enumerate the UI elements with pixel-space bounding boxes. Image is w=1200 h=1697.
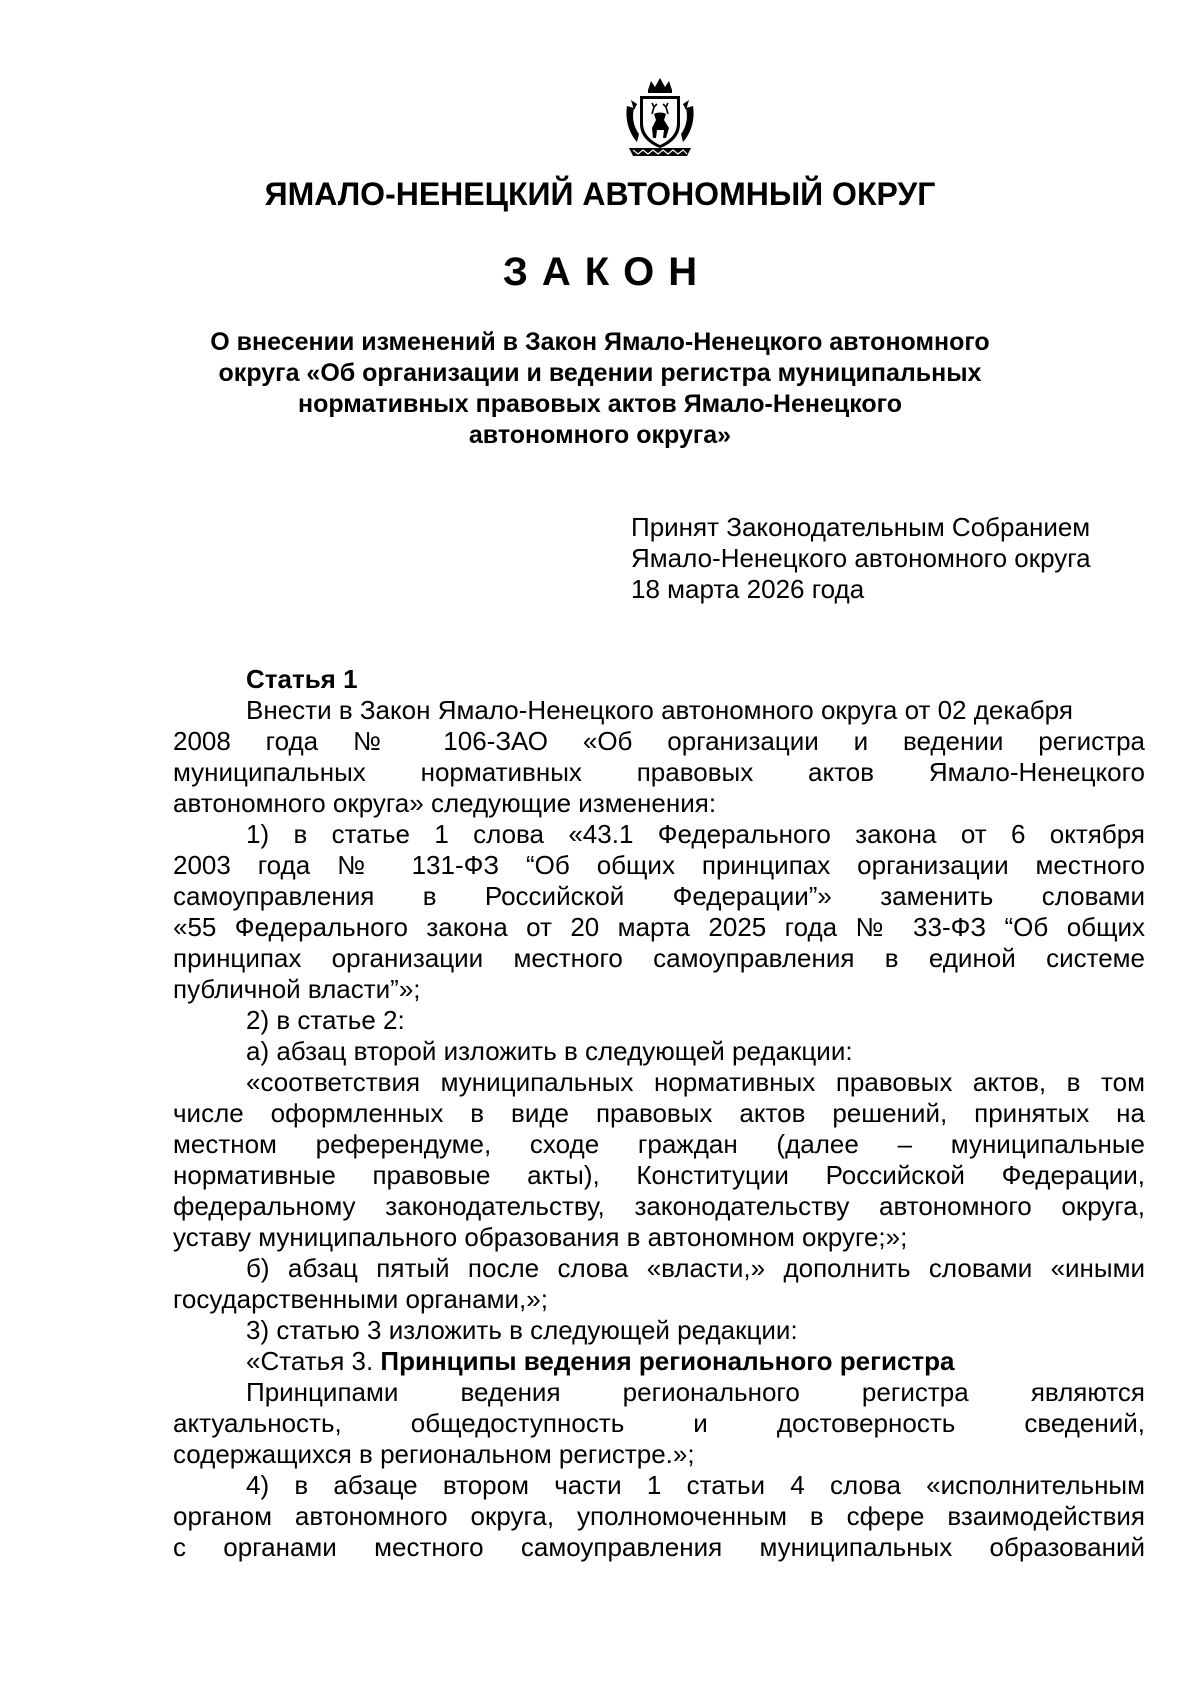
article-heading: Статья 1	[246, 664, 358, 694]
paragraph-line: а) абзац второй изложить в следующей редакции:	[246, 1036, 853, 1066]
paragraph-line: с органами местного самоуправления муниципальных образований	[173, 1532, 1145, 1562]
paragraph-line: 2003 года № 131-ФЗ “Об общих принципах организации местного	[173, 850, 1145, 880]
paragraph-line: нормативные правовые акты), Конституции Российской Федерации,	[173, 1160, 1145, 1190]
region-title: ЯМАЛО-НЕНЕЦКИЙ АВТОНОМНЫЙ ОКРУГ	[264, 176, 936, 212]
paragraph-line: органом автономного округа, уполномоченным в сфере взаимодействия	[173, 1501, 1145, 1531]
paragraph-line: самоуправления в Российской Федерации”» заменить словами	[173, 881, 1145, 911]
paragraph-line: федеральному законодательству, законодательству автономного округа,	[173, 1191, 1145, 1221]
law-title-line: автономного округа»	[468, 421, 732, 449]
paragraph-line: Принципами ведения регионального регистра являются	[246, 1377, 1145, 1407]
paragraph-line: актуальность, общедоступность и достоверность сведений,	[173, 1408, 1145, 1438]
adoption-line: Принят Законодательным Собранием	[631, 512, 1091, 542]
paragraph-line: «соответствия муниципальных нормативных правовых актов, в том	[246, 1067, 1145, 1097]
paragraph-line: публичной власти”»;	[173, 974, 421, 1004]
quoted-article-title: Принципы ведения регионального регистра	[380, 1346, 955, 1376]
adoption-line: Ямало-Ненецкого автономного округа	[631, 543, 1091, 573]
paragraph-line: государственными органами,»;	[173, 1284, 548, 1314]
quoted-article-prefix: «Статья 3.	[246, 1346, 381, 1376]
paragraph-line: принципах организации местного самоуправления в единой системе	[173, 943, 1145, 973]
law-title-line: О внесении изменений в Закон Ямало-Ненецкого автономного	[210, 328, 990, 356]
paragraph-line: 1) в статье 1 слова «43.1 Федерального закона от 6 октября	[246, 819, 1145, 849]
paragraph-line: содержащихся в региональном регистре.»;	[173, 1439, 695, 1469]
paragraph-line: местном референдуме, сходе граждан (далее – муниципальные	[173, 1129, 1145, 1159]
paragraph-line: б) абзац пятый после слова «власти,» дополнить словами «иными	[246, 1253, 1145, 1283]
paragraph-line: 3) статью 3 изложить в следующей редакции:	[246, 1315, 798, 1345]
law-title-line: округа «Об организации и ведении регистра муниципальных	[218, 359, 982, 387]
paragraph-line: 4) в абзаце втором части 1 статьи 4 слова «исполнительным	[246, 1470, 1145, 1500]
quoted-article-heading	[173, 1346, 1145, 1377]
paragraph-line: Внести в Закон Ямало-Ненецкого автономного округа от 02 декабря	[246, 695, 1073, 725]
paragraph-line: 2008 года № 106-ЗАО «Об организации и ведении регистра	[173, 726, 1145, 756]
paragraph-line: 2) в статье 2:	[246, 1005, 405, 1035]
article-1	[173, 664, 1145, 1563]
coat-of-arms-icon	[621, 76, 699, 160]
paragraph-line: числе оформленных в виде правовых актов решений, принятых на	[173, 1098, 1145, 1128]
adoption-date: 18 марта 2026 года	[631, 574, 865, 604]
paragraph-line: «55 Федерального закона от 20 марта 2025 года № 33-ФЗ “Об общих	[173, 912, 1145, 942]
paragraph-line: автономного округа» следующие изменения:	[173, 788, 717, 818]
document-type: ЗАКОН	[502, 250, 712, 294]
paragraph-line: уставу муниципального образования в автономном округе;»;	[173, 1222, 908, 1252]
law-title	[180, 327, 1020, 451]
adoption-note	[631, 512, 1151, 605]
law-title-line: нормативных правовых актов Ямало-Ненецкого	[297, 390, 903, 418]
paragraph-line: муниципальных нормативных правовых актов Ямало-Ненецкого	[173, 757, 1145, 787]
